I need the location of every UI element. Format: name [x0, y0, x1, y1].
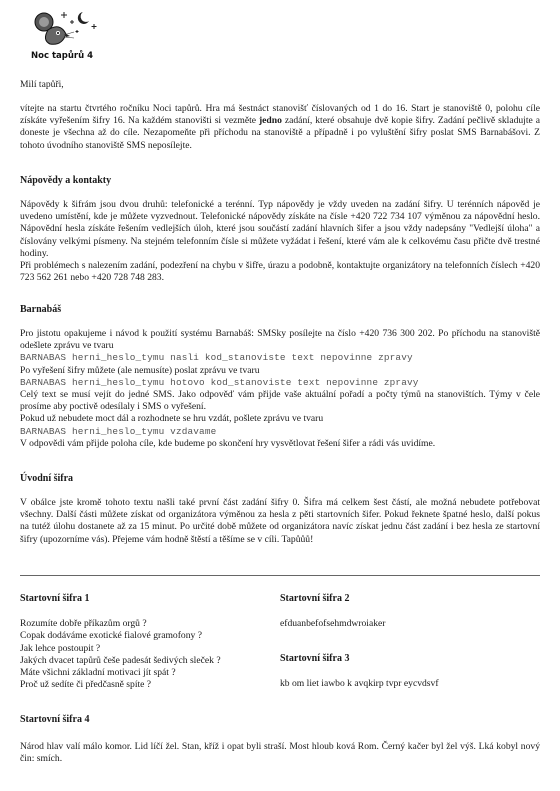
- barnabas-heading: Barnabáš: [20, 304, 62, 315]
- cipher-1: Startovní šifra 1 Rozumíte dobře příkazům orgů ? Copak dodáváme exotické fialové gramofony ? Jak lehce postoupit ? Jakých dvacet tapůrů češe padesát šedivých sleček ? Máte všichni základní motivaci jít spát ? Proč už sedíte či předčasně spíte ?: [20, 593, 270, 692]
- hints-section: [20, 175, 540, 284]
- mouse-icon: [35, 13, 74, 44]
- hints-heading: Nápovědy a kontakty: [20, 175, 112, 186]
- cipher-1-line: Máte všichni základní motivaci jít spát ?: [20, 667, 176, 679]
- section-divider: [20, 575, 540, 576]
- sms-template-solved: BARNABAS herni_heslo_tymu hotovo kod_stanoviste text nepovinne zpravy: [20, 376, 419, 388]
- start-cipher-heading: Úvodní šifra: [20, 473, 74, 484]
- cipher-1-line: Copak dodáváme exotické fialové gramofony ?: [20, 630, 202, 642]
- cipher-1-line: Jak lehce postoupit ?: [20, 642, 101, 654]
- noc-tapuru-logo: [20, 8, 110, 62]
- logo-text: Noc tapůrů 4: [31, 51, 94, 61]
- cipher-1-line: Rozumíte dobře příkazům orgů ?: [20, 618, 147, 629]
- greeting: Milí tapůři,: [20, 79, 64, 90]
- sms-template-giveup: BARNABAS herni_heslo_tymu vzdavame: [20, 425, 217, 437]
- start-cipher-section: Úvodní šifra V obálce jste kromě tohoto textu našli také první část zadání šifry 0. Šifra má celkem šest částí, ale možná nebudete potřebovat všechny. Další části můžete získat od organizátora výměnou za hesla z pěti startovních šifer. Pokud řeknete špatné heslo, další pokus na tutéž úlohu dostanete až za 15 minut. Po určité době můžete od organizátora navíc získat jednu část zadání i bez hesla ze startovní šifry (upozorníme vás). Přejeme vám hodně štěstí a těšíme se v cíli. Tapůůů!: [20, 473, 540, 545]
- cipher-1-line: Proč už sedíte či předčasně spíte ?: [20, 679, 152, 691]
- cipher-1-line: Jakých dvacet tapůrů češe padesát šedivých sleček ?: [20, 654, 221, 666]
- intro-paragraph: vítejte na startu čtvrtého ročníku Noci tapůrů. Hra má šestnáct stanovišť číslovaných od 1 do 16. Start je stanoviště 0, polohu cíle získáte vyřešením šifry 16. Na každém stanovišti si vezměte jedno zadání, které obsahuje dvě kopie šifry. Zadání pečlivě skladujte a doneste je všechna až do cíle. Nezapomeňte při příchodu na stanoviště a případně i po vyluštění šifry poslat SMS Barnabášovi. Z tohoto úvodního stanoviště SMS neposílejte.: [20, 103, 540, 151]
- barnabas-section: Barnabáš Pro jistotu opakujeme i návod k použití systému Barnabáš: SMSky posílejte na číslo +420 736 300 202. Po příchodu na stanoviště odešlete zprávu ve tvaru BARNABAS herni_heslo_tymu nasli kod_stanoviste text nepovinne zpravy Po vyřešení šifry můžete (ale nemusíte) poslat zprávu ve tvaru BARNABAS herni_heslo_tymu hotovo kod_stanoviste text nepovinne zpravy Celý text se musí vejít do jedné SMS. Jako odpověď vám přijde vaše aktuální pořadí a počty týmů na stanovištích. Týmy v čele prosíme aby poctivě odesílaly i SMS o vyřešení. Pokud už nebudete moct dál a rozhodnete se hru vzdát, pošlete zprávu ve tvaru BARNABAS herni_heslo_tymu vzdavame V odpovědi vám přijde poloha cíle, kde budeme po skončení hry vysvětlovat řešení šifer a rádi vás uvidíme.: [20, 304, 540, 449]
- hints-paragraph: Nápovědy k šifrám jsou dvou druhů: telefonické a terénní. Typ nápovědy je vždy uveden na zadání šifry. U terénních nápověd je uvedeno umístění, kde je můžete vyzvednout. Telefonické nápovědy získáte na čísle +420 722 734 107 výměnou za nápovědní heslo. Nápovědní hesla získáte řešením vedlejších úloh, které jsou součástí zadání hlavních šifer a jsou vždy nadepsány "Vedlejší úloha" a číslovány velkými písmeny. Na stejném telefonním čísle si můžete vyžádat i řešení, které vám ale k celkovému času přičte dvě trestné hodiny.: [20, 199, 540, 259]
- cipher-2: Startovní šifra 2 efduanbefofsehmdwroiaker: [280, 593, 386, 629]
- cipher-3: Startovní šifra 3 kb om liet iawbo k avqkirp tvpr eycvdsvf: [280, 653, 439, 689]
- moon-icon: [78, 12, 89, 24]
- contacts-paragraph: Při problémech s nalezením zadání, podezření na chybu v šifře, úrazu a podobně, kontaktujte organizátory na telefonních číslech +420 723 562 261 nebo +420 728 748 283.: [20, 260, 540, 284]
- sms-template-found: BARNABAS herni_heslo_tymu nasli kod_stanoviste text nepovinne zpravy: [20, 352, 413, 364]
- cipher-4: Startovní šifra 4 Národ hlav valí málo komor. Lid líčí žel. Stan, kříž i opat byli straší. Most hloub ková Rom. Černý kačer byl žel výš. Lká kobyl nový čin: smích.: [20, 714, 540, 765]
